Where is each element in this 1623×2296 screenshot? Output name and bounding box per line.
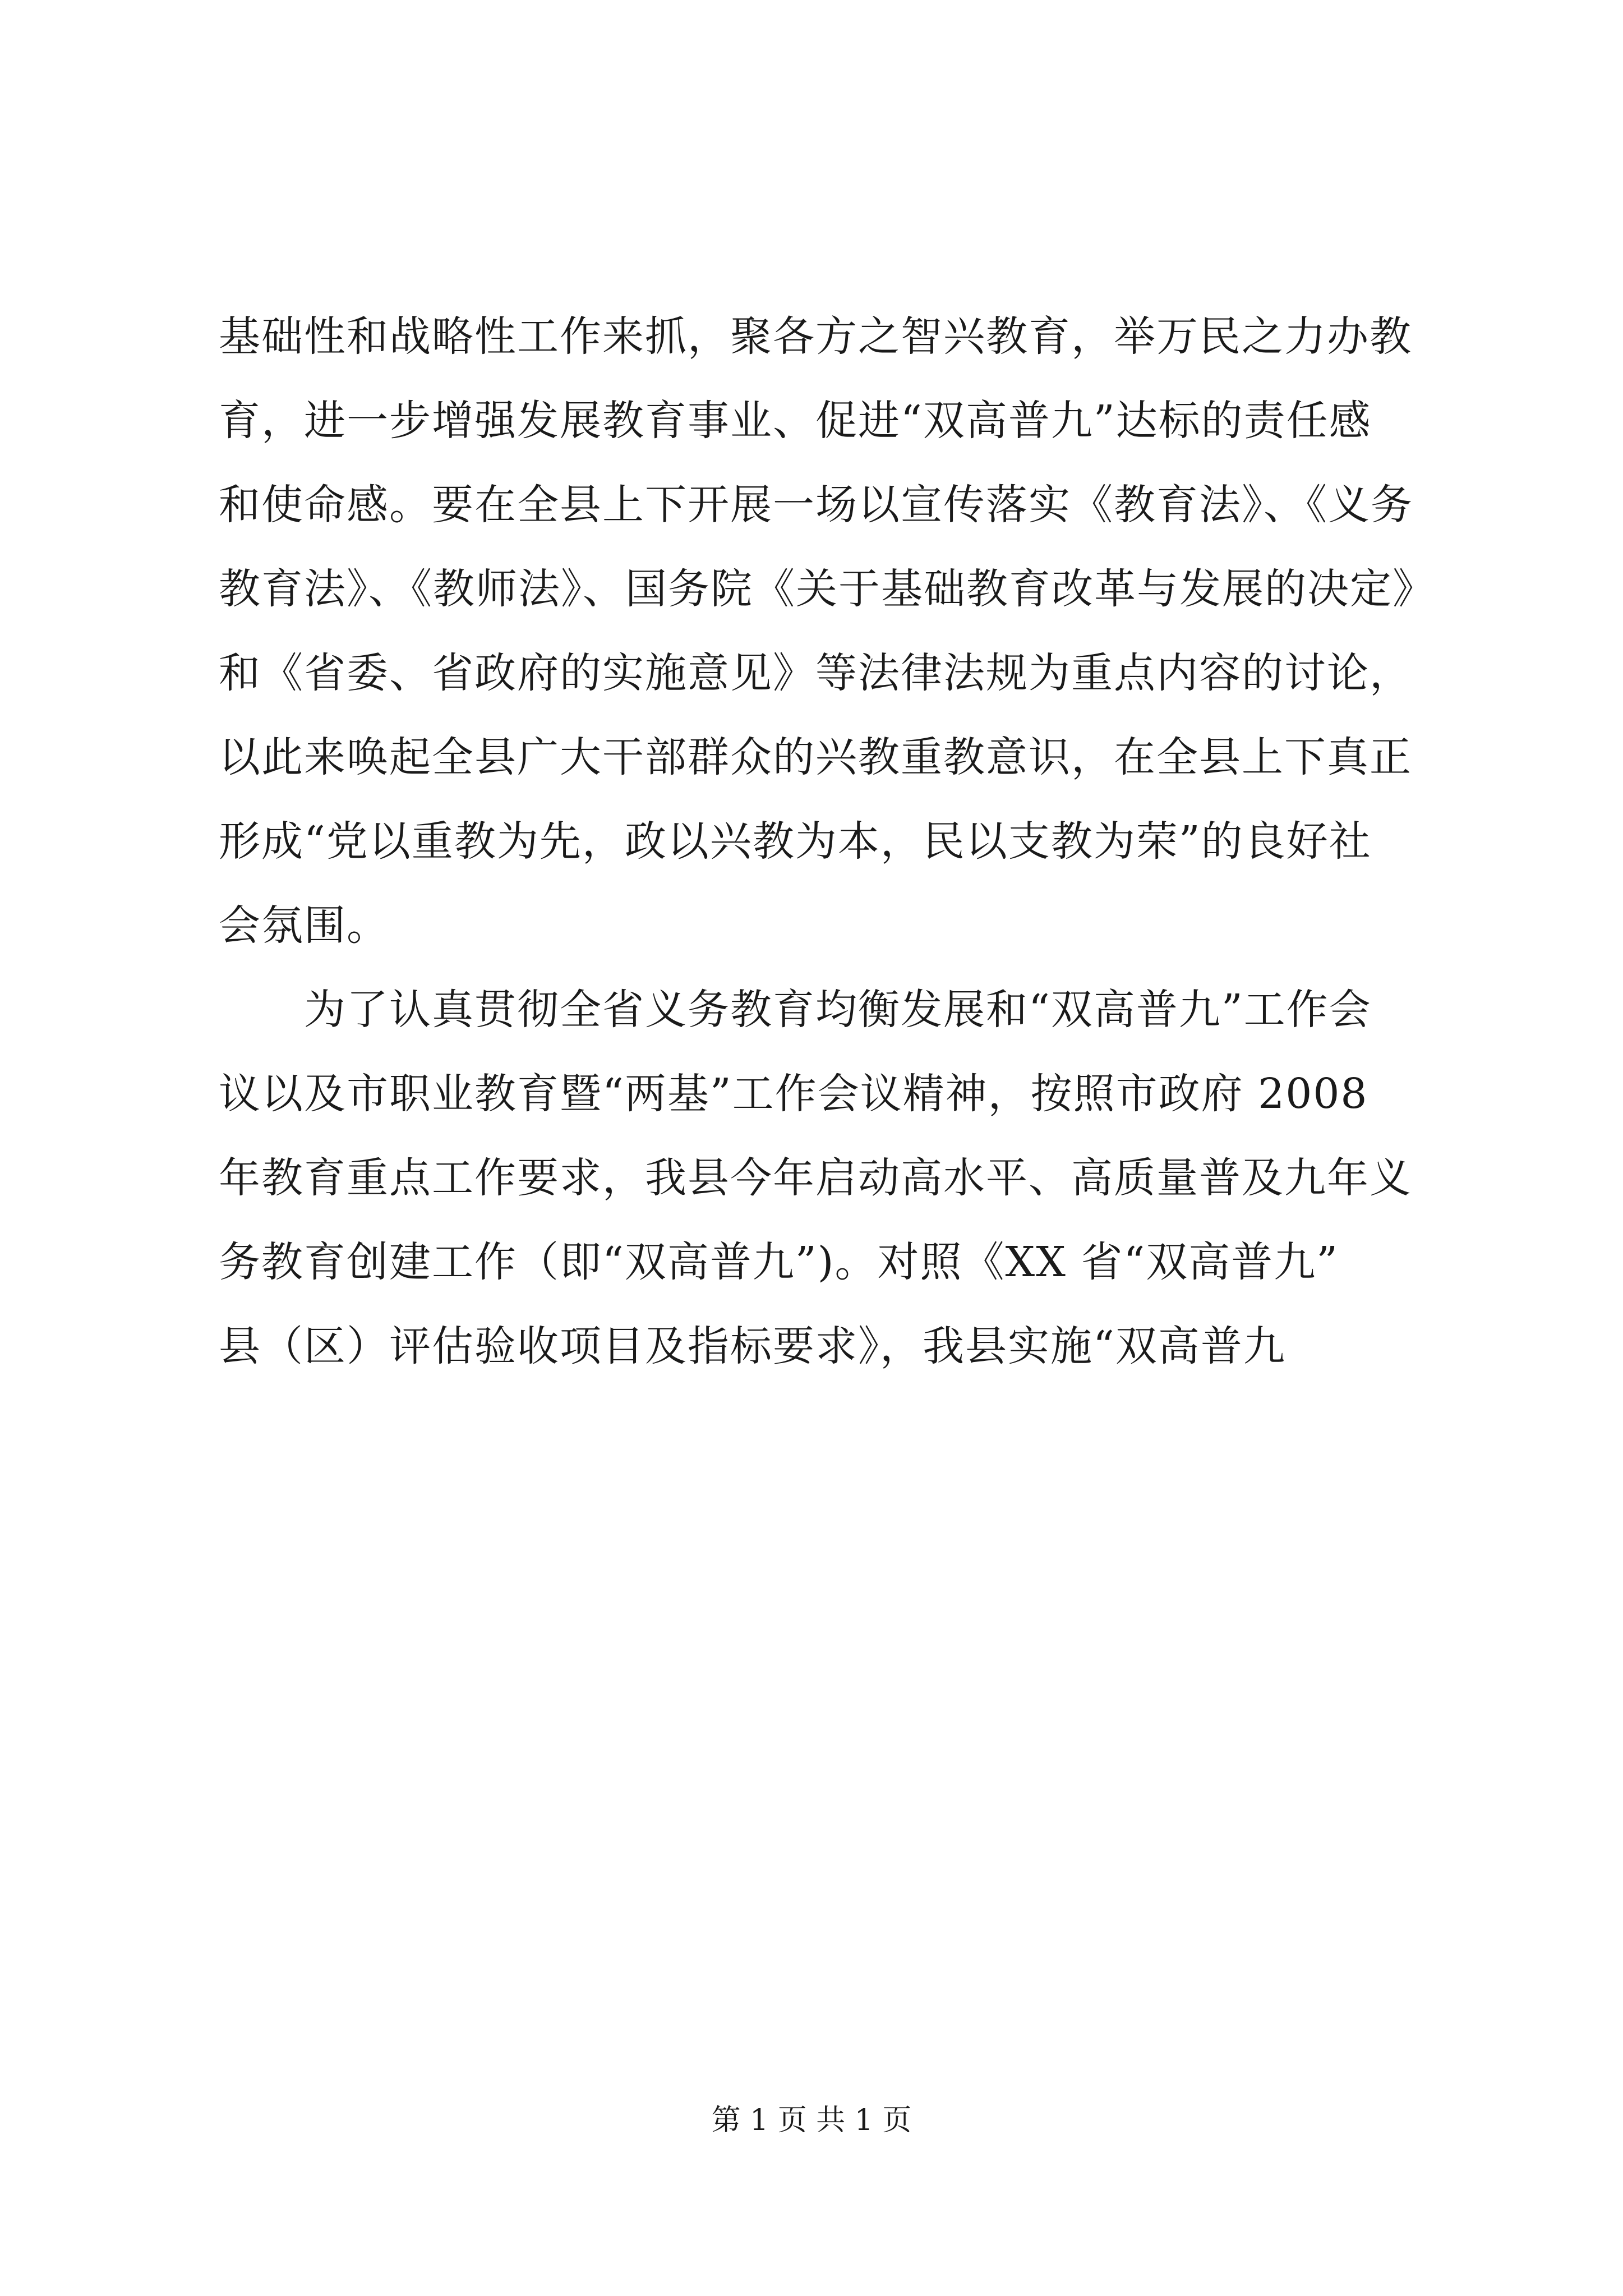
paragraph-1	[219, 295, 1453, 968]
body-text	[219, 295, 1453, 1388]
paragraph-2	[219, 968, 1453, 1388]
page-footer: 第 1 页 共 1 页	[711, 2104, 912, 2137]
text-line: 会氛围。	[219, 901, 389, 950]
text-line: 务教育创建工作（即“双高普九”)。对照《XX 省“双高普九”	[219, 1238, 1339, 1286]
text-line: 教育法》、《教师法》、国务院《关于基础教育改革与发展的决定》	[219, 565, 1435, 613]
text-line: 议以及市职业教育暨“两基”工作会议精神，按照市政府 2008	[219, 1070, 1368, 1118]
text-line: 年教育重点工作要求，我县今年启动高水平、高质量普及九年义	[219, 1154, 1412, 1202]
text-line: 和《省委、省政府的实施意见》等法律法规为重点内容的讨论，	[219, 649, 1412, 697]
text-line: 形成“党以重教为先，政以兴教为本，民以支教为荣”的良好社	[219, 817, 1372, 866]
text-line: 县（区）评估验收项目及指标要求》，我县实施“双高普九	[219, 1322, 1286, 1370]
text-line: 以此来唤起全县广大干部群众的兴教重教意识，在全县上下真正	[219, 733, 1412, 781]
text-line: 基础性和战略性工作来抓，聚各方之智兴教育，举万民之力办教	[219, 312, 1412, 361]
text-line: 为了认真贯彻全省义务教育均衡发展和“双高普九”工作会	[219, 986, 1372, 1034]
text-line: 育，进一步增强发展教育事业、促进“双高普九”达标的责任感	[219, 397, 1372, 445]
text-line: 和使命感。要在全县上下开展一场以宣传落实《教育法》、《义务	[219, 481, 1413, 529]
